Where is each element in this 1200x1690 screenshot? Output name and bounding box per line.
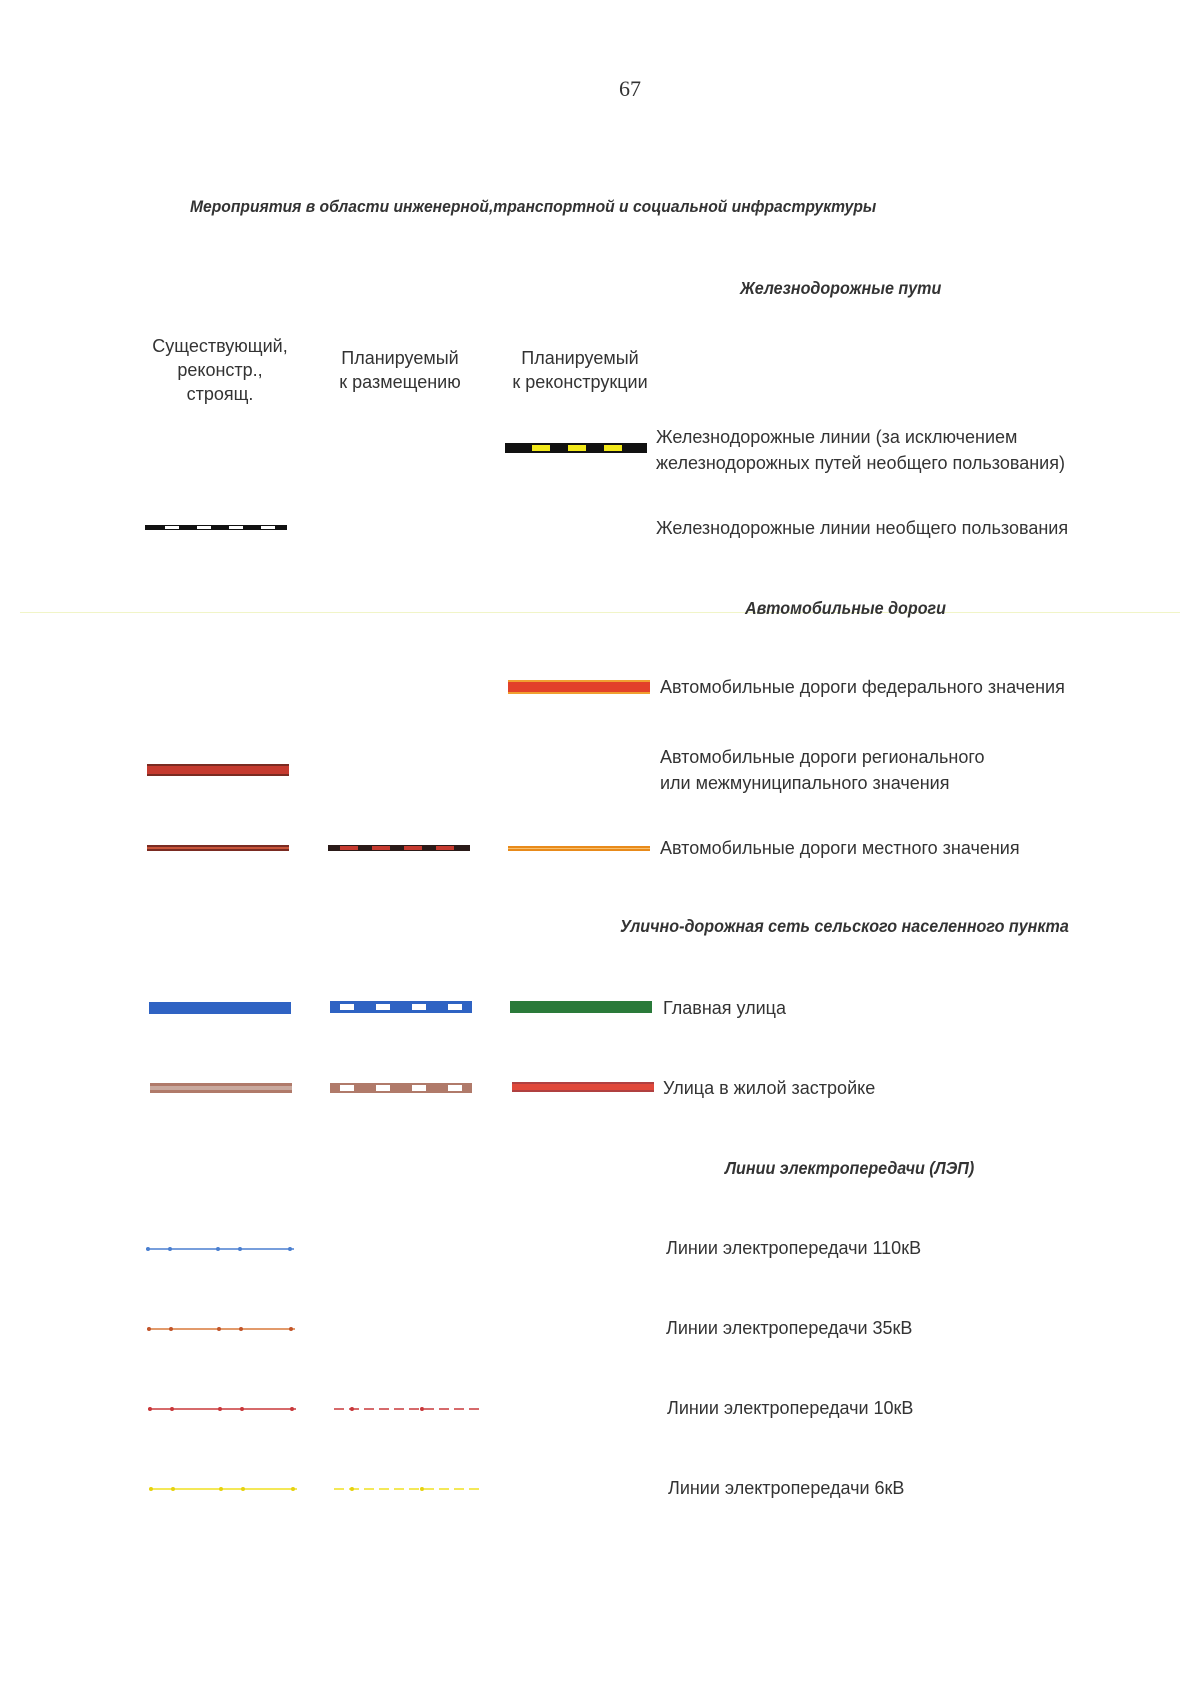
- power-node: [169, 1327, 173, 1331]
- column-header-planned-placement-text: Планируемый к размещению: [339, 348, 461, 392]
- label-road-federal: Автомобильные дороги федерального значения: [660, 677, 1065, 697]
- road-fill: [147, 847, 289, 849]
- section-title-railways: Железнодорожные пути: [740, 278, 942, 298]
- road-red-dash: [436, 846, 454, 850]
- power-node: [147, 1327, 151, 1331]
- road-fill: [508, 682, 650, 692]
- power-node: [290, 1407, 294, 1411]
- symbol-road-federal-reconstruction: [508, 680, 650, 694]
- symbol-road-local-reconstruction: [508, 846, 650, 851]
- label-road-regional-text: Автомобильные дороги регионального или межмуниципального значения: [660, 747, 985, 793]
- symbol-power-6-planned: [334, 1485, 480, 1493]
- label-railway-nonpublic: Железнодорожные линии необщего пользования: [656, 518, 1069, 538]
- street-fill: [149, 1002, 291, 1014]
- power-node: [218, 1407, 222, 1411]
- power-node: [241, 1487, 245, 1491]
- power-node: [420, 1407, 424, 1411]
- symbol-power-6-existing: [149, 1485, 297, 1493]
- label-power-35: Линии электропередачи 35кВ: [666, 1318, 913, 1338]
- power-node: [149, 1487, 153, 1491]
- road-red-dash: [404, 846, 422, 850]
- symbol-street-residential-reconstruction: [512, 1082, 654, 1092]
- label-railway-general: [656, 424, 1065, 476]
- power-node: [146, 1247, 150, 1251]
- label-railway-general-text: Железнодорожные линии (за исключением железнодорожных путей необщего пользования): [656, 427, 1065, 473]
- symbol-street-main-planned: [330, 1001, 472, 1013]
- rail-yellow-dash: [568, 445, 586, 451]
- road-fill: [147, 766, 289, 774]
- section-title-power: Линии электропередачи (ЛЭП): [725, 1158, 975, 1178]
- symbol-power-110-existing: [146, 1245, 294, 1253]
- label-street-residential: Улица в жилой застройке: [663, 1078, 876, 1098]
- power-node: [350, 1407, 354, 1411]
- label-street-main: Главная улица: [663, 998, 786, 1018]
- rail-yellow-dash: [532, 445, 550, 451]
- rail-white-dash: [197, 526, 211, 529]
- symbol-road-regional-existing: [147, 764, 289, 776]
- label-power-10: Линии электропередачи 10кВ: [667, 1398, 914, 1418]
- column-header-existing: [130, 334, 310, 406]
- rail-yellow-dash: [604, 445, 622, 451]
- section-title-roads: Автомобильные дороги: [745, 598, 946, 618]
- street-fill: [512, 1084, 654, 1090]
- power-node: [217, 1327, 221, 1331]
- symbol-road-local-planned: [328, 845, 470, 851]
- symbol-power-10-existing: [148, 1405, 296, 1413]
- power-node: [240, 1407, 244, 1411]
- page-title: Мероприятия в области инженерной,транспортной и социальной инфраструктуры: [190, 197, 877, 216]
- road-fill: [508, 848, 650, 849]
- symbol-road-local-existing: [147, 845, 289, 851]
- symbol-power-35-existing: [147, 1325, 295, 1333]
- rail-white-dash: [165, 526, 179, 529]
- street-white-dash: [448, 1085, 462, 1091]
- divider: [20, 612, 1180, 613]
- symbol-street-residential-planned: [330, 1083, 472, 1093]
- street-white-dash: [412, 1085, 426, 1091]
- power-node: [289, 1327, 293, 1331]
- power-node: [148, 1407, 152, 1411]
- label-power-110: Линии электропередачи 110кВ: [666, 1238, 922, 1258]
- column-header-planned-reconstruction-text: Планируемый к реконструкции: [512, 348, 648, 392]
- street-fill: [510, 1001, 652, 1013]
- symbol-railway-general-reconstruction: [505, 441, 647, 455]
- symbol-street-residential-existing: [150, 1083, 292, 1093]
- power-node: [216, 1247, 220, 1251]
- power-node: [170, 1407, 174, 1411]
- street-white-dash: [340, 1085, 354, 1091]
- street-white-dash: [340, 1004, 354, 1010]
- street-white-dash: [376, 1085, 390, 1091]
- power-node: [238, 1247, 242, 1251]
- road-red-dash: [372, 846, 390, 850]
- symbol-railway-nonpublic-existing: [145, 524, 287, 532]
- symbol-power-10-planned: [334, 1405, 480, 1413]
- street-white-dash: [376, 1004, 390, 1010]
- power-node: [219, 1487, 223, 1491]
- power-node: [420, 1487, 424, 1491]
- power-node: [288, 1247, 292, 1251]
- road-red-dash: [340, 846, 358, 850]
- symbol-street-main-reconstruction: [510, 1001, 652, 1013]
- rail-white-dash: [229, 526, 243, 529]
- street-fill: [150, 1086, 292, 1090]
- section-title-streets: Улично-дорожная сеть сельского населенного пункта: [620, 916, 1069, 936]
- column-header-planned-placement: [310, 346, 490, 394]
- column-header-planned-reconstruction: [490, 346, 670, 394]
- label-road-local: Автомобильные дороги местного значения: [660, 838, 1020, 858]
- street-white-dash: [412, 1004, 426, 1010]
- power-node: [239, 1327, 243, 1331]
- street-white-dash: [448, 1004, 462, 1010]
- label-road-regional: [660, 744, 985, 796]
- symbol-street-main-existing: [149, 1002, 291, 1014]
- rail-white-dash: [261, 526, 275, 529]
- power-node: [168, 1247, 172, 1251]
- power-node: [350, 1487, 354, 1491]
- power-node: [171, 1487, 175, 1491]
- page-number: 67: [619, 76, 641, 101]
- label-power-6: Линии электропередачи 6кВ: [668, 1478, 905, 1498]
- power-node: [291, 1487, 295, 1491]
- column-header-existing-text: Существующий, реконстр., строящ.: [152, 336, 288, 404]
